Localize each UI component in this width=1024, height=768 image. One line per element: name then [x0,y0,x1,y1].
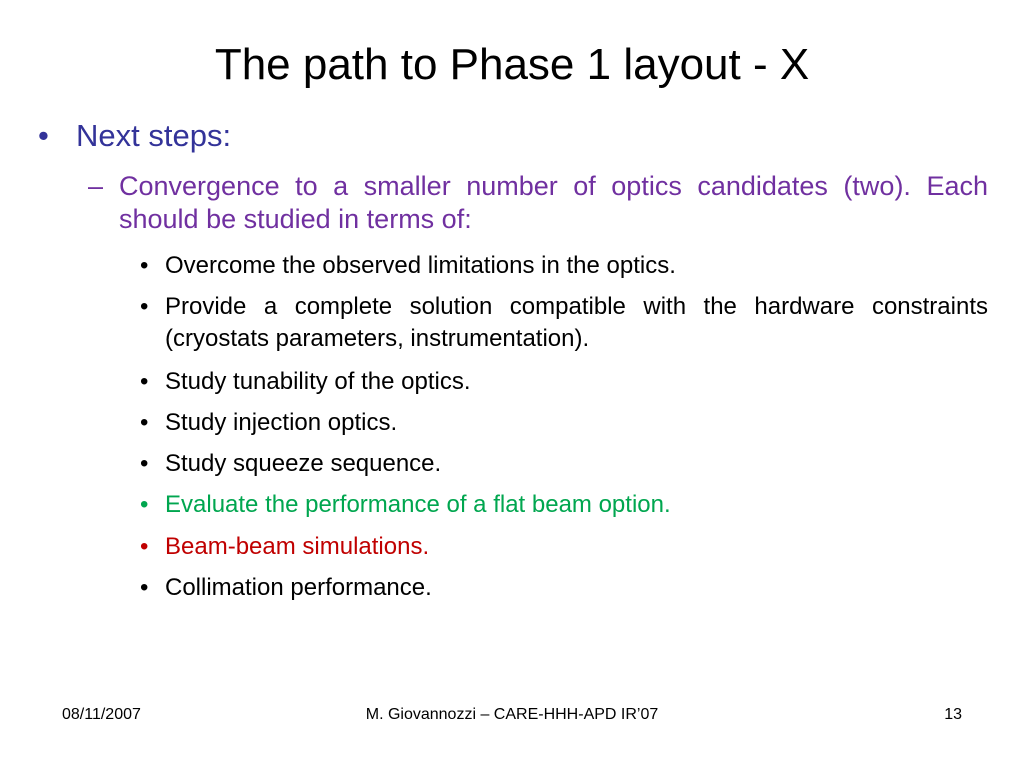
list-item-text: Collimation performance. [165,574,432,601]
footer-date: 08/11/2007 [62,706,141,723]
bullet-marker: • [140,368,149,395]
bullet-marker: • [140,252,149,279]
bullet-marker: • [38,118,49,153]
list-item [140,291,988,355]
bullet-marker: • [140,450,149,477]
list-item-text: Study squeeze sequence. [165,450,442,477]
list-item [140,250,988,282]
list-item [140,407,988,439]
bullet-marker: • [140,491,149,518]
list-item [140,366,988,398]
slide-title: The path to Phase 1 layout - X [214,40,810,89]
list-item-text: Evaluate the performance of a flat beam option. [165,491,671,518]
list-item-text: Provide a complete solution compatible with the hardware constraints (cryostats parameters, instrumentation). [165,293,988,352]
footer-author: M. Giovannozzi – CARE-HHH-APD IR’07 [365,706,659,723]
sub-bullet-convergence-text: Convergence to a smaller number of optics candidates (two). Each should be studied in terms of: [119,171,988,234]
list-item-text: Study tunability of the optics. [165,368,471,395]
sub-bullet-convergence [88,170,988,236]
list-item-green [140,489,988,521]
list-item-text: Overcome the observed limitations in the optics. [165,252,676,279]
dash-marker: – [88,171,104,201]
page-number: 13 [944,706,962,723]
bullet-marker: • [140,574,149,601]
bullet-marker: • [140,533,149,560]
list-item [140,448,988,480]
list-item-red [140,531,988,563]
list-item [140,572,988,604]
list-item-text: Study injection optics. [165,409,398,436]
bullet-marker: • [140,409,149,436]
list-item-text: Beam-beam simulations. [165,533,430,560]
bullet-marker: • [140,293,149,320]
bullet-next-steps-text: Next steps: [76,118,232,153]
